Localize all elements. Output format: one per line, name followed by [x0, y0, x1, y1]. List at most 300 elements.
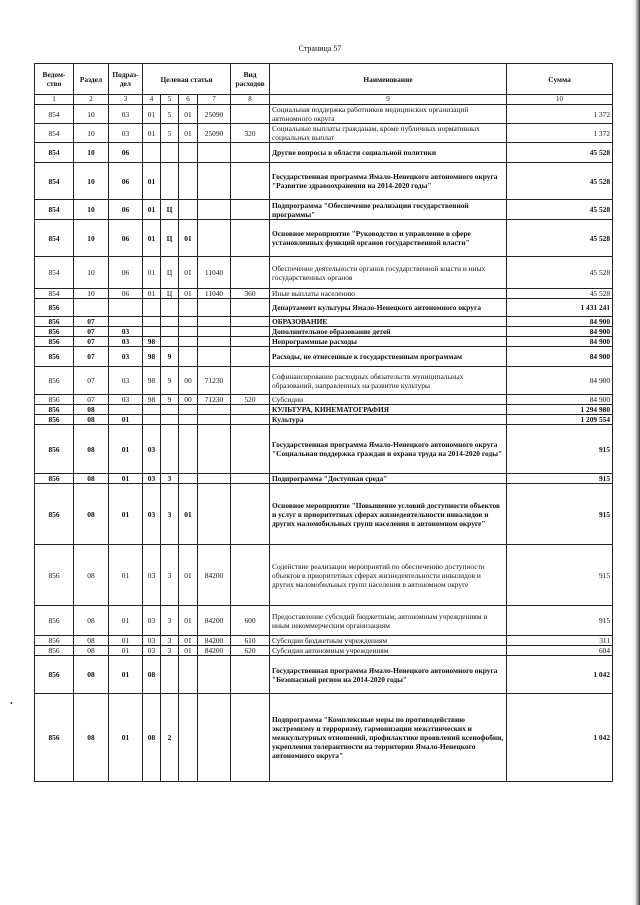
- cs-subprogram-cell: 9: [161, 347, 179, 367]
- vedomstvo-cell: 856: [35, 415, 74, 425]
- col-number: 4: [143, 95, 161, 105]
- cs-direction-cell: 71230: [198, 395, 231, 405]
- table-row: [35, 694, 613, 782]
- podrazdel-cell: [109, 405, 143, 415]
- table-row: [35, 337, 613, 347]
- podrazdel-cell: [109, 317, 143, 327]
- cs-event-cell: [179, 425, 198, 474]
- vid-rashodov-cell: [231, 337, 270, 347]
- naimenovanie-cell: Основное мероприятие "Руководство и управление в сфере установленных функций органов государственной власти": [270, 220, 507, 257]
- cs-subprogram-cell: [161, 425, 179, 474]
- table-row: [35, 105, 613, 124]
- budget-table: [34, 63, 613, 782]
- podrazdel-cell: 01: [109, 694, 143, 782]
- naimenovanie-cell: Государственная программа Ямало-Ненецкого автономного округа "Безопасный регион на 2014-2020 годы": [270, 656, 507, 694]
- naimenovanie-cell: Социальная поддержка работников медицинских организаций автономного округа: [270, 105, 507, 124]
- podrazdel-cell: 01: [109, 606, 143, 636]
- cs-direction-cell: [198, 347, 231, 367]
- header-vid-rashodov: Вид расходов: [231, 64, 270, 95]
- cs-subprogram-cell: [161, 415, 179, 425]
- cs-direction-cell: 71230: [198, 367, 231, 395]
- cs-program-cell: 03: [143, 425, 161, 474]
- naimenovanie-cell: Субсидии бюджетным учреждениям: [270, 636, 507, 646]
- cs-program-cell: [143, 415, 161, 425]
- vid-rashodov-cell: 620: [231, 646, 270, 656]
- podrazdel-cell: 01: [109, 474, 143, 484]
- table-row: [35, 200, 613, 220]
- vid-rashodov-cell: [231, 425, 270, 474]
- razdel-cell: 07: [74, 367, 109, 395]
- cs-event-cell: 01: [179, 105, 198, 124]
- table-row: [35, 143, 613, 163]
- naimenovanie-cell: Содействие реализации мероприятий по обеспечению доступности объектов в приоритетных сферах жизнедеятельности инвалидов и других маломобильных групп населения в автономном округе: [270, 545, 507, 606]
- vid-rashodov-cell: 320: [231, 124, 270, 143]
- column-number-row: [35, 95, 613, 105]
- cs-program-cell: [143, 405, 161, 415]
- cs-event-cell: 01: [179, 257, 198, 289]
- vedomstvo-cell: 854: [35, 200, 74, 220]
- naimenovanie-cell: Расходы, не отнесенные к государственным программам: [270, 347, 507, 367]
- podrazdel-cell: 06: [109, 200, 143, 220]
- cs-program-cell: [143, 327, 161, 337]
- cs-direction-cell: [198, 143, 231, 163]
- razdel-cell: 10: [74, 105, 109, 124]
- summa-cell: 915: [507, 425, 613, 474]
- vid-rashodov-cell: [231, 257, 270, 289]
- cs-direction-cell: 84200: [198, 606, 231, 636]
- vedomstvo-cell: 856: [35, 317, 74, 327]
- vid-rashodov-cell: [231, 656, 270, 694]
- vid-rashodov-cell: [231, 484, 270, 545]
- table-row: [35, 405, 613, 415]
- cs-event-cell: [179, 143, 198, 163]
- vid-rashodov-cell: [231, 143, 270, 163]
- naimenovanie-cell: Государственная программа Ямало-Ненецкого автономного округа "Социальная поддержка граждан и охрана труда на 2014-2020 годы": [270, 425, 507, 474]
- naimenovanie-cell: Подпрограмма "Доступная среда": [270, 474, 507, 484]
- margin-mark: •: [10, 699, 13, 708]
- cs-subprogram-cell: Ц: [161, 289, 179, 299]
- table-row: [35, 124, 613, 143]
- col-number: 6: [179, 95, 198, 105]
- table-row: [35, 636, 613, 646]
- cs-subprogram-cell: [161, 143, 179, 163]
- podrazdel-cell: 03: [109, 367, 143, 395]
- col-number: 3: [109, 95, 143, 105]
- naimenovanie-cell: Социальные выплаты гражданам, кроме публичных нормативных социальных выплат: [270, 124, 507, 143]
- razdel-cell: 08: [74, 646, 109, 656]
- cs-event-cell: [179, 337, 198, 347]
- vedomstvo-cell: 856: [35, 656, 74, 694]
- cs-direction-cell: [198, 405, 231, 415]
- podrazdel-cell: 03: [109, 105, 143, 124]
- razdel-cell: 07: [74, 337, 109, 347]
- razdel-cell: 10: [74, 124, 109, 143]
- cs-event-cell: 00: [179, 395, 198, 405]
- vedomstvo-cell: 856: [35, 636, 74, 646]
- table-row: [35, 425, 613, 474]
- naimenovanie-cell: Обеспечение деятельности органов государственной власти и иных государственных органов: [270, 257, 507, 289]
- cs-event-cell: [179, 415, 198, 425]
- razdel-cell: [74, 299, 109, 317]
- vid-rashodov-cell: [231, 327, 270, 337]
- cs-direction-cell: [198, 337, 231, 347]
- naimenovanie-cell: Культура: [270, 415, 507, 425]
- vedomstvo-cell: 854: [35, 257, 74, 289]
- table-row: [35, 415, 613, 425]
- cs-program-cell: 08: [143, 656, 161, 694]
- cs-program-cell: 01: [143, 257, 161, 289]
- cs-program-cell: 03: [143, 646, 161, 656]
- cs-subprogram-cell: Ц: [161, 200, 179, 220]
- podrazdel-cell: 06: [109, 289, 143, 299]
- cs-program-cell: 01: [143, 220, 161, 257]
- cs-program-cell: 01: [143, 200, 161, 220]
- table-row: [35, 299, 613, 317]
- cs-program-cell: [143, 143, 161, 163]
- vedomstvo-cell: 856: [35, 484, 74, 545]
- razdel-cell: 08: [74, 484, 109, 545]
- table-row: [35, 545, 613, 606]
- vedomstvo-cell: 856: [35, 337, 74, 347]
- vedomstvo-cell: 856: [35, 606, 74, 636]
- col-number: 1: [35, 95, 74, 105]
- naimenovanie-cell: ОБРАЗОВАНИЕ: [270, 317, 507, 327]
- summa-cell: 1 372: [507, 105, 613, 124]
- razdel-cell: 07: [74, 347, 109, 367]
- table-row: [35, 395, 613, 405]
- naimenovanie-cell: Основное мероприятие "Повышение условий доступности объектов и услуг в приоритетных сферах жизнедеятельности инвалидов и других маломобильных групп населения в автономном округе": [270, 484, 507, 545]
- vid-rashodov-cell: [231, 367, 270, 395]
- cs-program-cell: [143, 317, 161, 327]
- table-row: [35, 646, 613, 656]
- vid-rashodov-cell: [231, 220, 270, 257]
- naimenovanie-cell: Подпрограмма "Обеспечение реализации государственной программы": [270, 200, 507, 220]
- podrazdel-cell: 03: [109, 347, 143, 367]
- cs-program-cell: 98: [143, 337, 161, 347]
- cs-direction-cell: 25090: [198, 124, 231, 143]
- cs-event-cell: 01: [179, 220, 198, 257]
- cs-program-cell: 01: [143, 124, 161, 143]
- summa-cell: 1 372: [507, 124, 613, 143]
- cs-program-cell: [143, 299, 161, 317]
- cs-event-cell: [179, 317, 198, 327]
- razdel-cell: 10: [74, 200, 109, 220]
- vedomstvo-cell: 856: [35, 474, 74, 484]
- summa-cell: 1 294 980: [507, 405, 613, 415]
- razdel-cell: 08: [74, 405, 109, 415]
- vedomstvo-cell: 856: [35, 405, 74, 415]
- razdel-cell: 10: [74, 143, 109, 163]
- cs-program-cell: 98: [143, 347, 161, 367]
- razdel-cell: 10: [74, 257, 109, 289]
- col-number: 7: [198, 95, 231, 105]
- cs-direction-cell: [198, 163, 231, 200]
- vid-rashodov-cell: 360: [231, 289, 270, 299]
- cs-direction-cell: 11040: [198, 257, 231, 289]
- cs-program-cell: 08: [143, 694, 161, 782]
- summa-cell: 84 900: [507, 327, 613, 337]
- cs-direction-cell: 84200: [198, 646, 231, 656]
- podrazdel-cell: 03: [109, 327, 143, 337]
- cs-event-cell: 01: [179, 484, 198, 545]
- summa-cell: 45 528: [507, 163, 613, 200]
- cs-direction-cell: [198, 656, 231, 694]
- naimenovanie-cell: КУЛЬТУРА, КИНЕМАТОГРАФИЯ: [270, 405, 507, 415]
- table-row: [35, 289, 613, 299]
- vid-rashodov-cell: [231, 299, 270, 317]
- table-row: [35, 367, 613, 395]
- razdel-cell: 07: [74, 317, 109, 327]
- cs-event-cell: [179, 347, 198, 367]
- razdel-cell: 08: [74, 415, 109, 425]
- cs-subprogram-cell: 9: [161, 367, 179, 395]
- cs-direction-cell: 25090: [198, 105, 231, 124]
- summa-cell: 84 900: [507, 347, 613, 367]
- table-row: [35, 257, 613, 289]
- summa-cell: 915: [507, 474, 613, 484]
- cs-direction-cell: [198, 200, 231, 220]
- naimenovanie-cell: Дополнительное образование детей: [270, 327, 507, 337]
- cs-event-cell: 01: [179, 646, 198, 656]
- table-row: [35, 474, 613, 484]
- cs-event-cell: 00: [179, 367, 198, 395]
- cs-direction-cell: [198, 474, 231, 484]
- podrazdel-cell: 01: [109, 545, 143, 606]
- podrazdel-cell: 06: [109, 143, 143, 163]
- cs-subprogram-cell: 3: [161, 636, 179, 646]
- cs-subprogram-cell: 9: [161, 395, 179, 405]
- cs-subprogram-cell: 2: [161, 694, 179, 782]
- cs-event-cell: [179, 694, 198, 782]
- summa-cell: 311: [507, 636, 613, 646]
- cs-direction-cell: [198, 415, 231, 425]
- razdel-cell: 07: [74, 395, 109, 405]
- razdel-cell: 10: [74, 220, 109, 257]
- table-row: [35, 484, 613, 545]
- cs-direction-cell: [198, 317, 231, 327]
- cs-event-cell: [179, 656, 198, 694]
- summa-cell: 915: [507, 606, 613, 636]
- podrazdel-cell: 06: [109, 163, 143, 200]
- header-razdel: Раздел: [74, 64, 109, 95]
- cs-subprogram-cell: [161, 405, 179, 415]
- razdel-cell: 08: [74, 606, 109, 636]
- cs-event-cell: [179, 405, 198, 415]
- vid-rashodov-cell: [231, 163, 270, 200]
- vid-rashodov-cell: [231, 545, 270, 606]
- naimenovanie-cell: Подпрограмма "Комплексные меры по противодействию экстремизму и терроризму, гармонизации межэтнических и межкультурных отношений, профилактике проявлений ксенофобии, укрепления толерантности на территории Ямало-Ненецкого автономного округа": [270, 694, 507, 782]
- naimenovanie-cell: Предоставление субсидий бюджетным, автономным учреждениям и иным некоммерческим организациям: [270, 606, 507, 636]
- cs-direction-cell: [198, 299, 231, 317]
- vedomstvo-cell: 856: [35, 327, 74, 337]
- vedomstvo-cell: 856: [35, 347, 74, 367]
- col-number: 9: [270, 95, 507, 105]
- vid-rashodov-cell: [231, 347, 270, 367]
- cs-subprogram-cell: [161, 163, 179, 200]
- header-vedomstvo: Ведом- ство: [35, 64, 74, 95]
- cs-program-cell: 01: [143, 289, 161, 299]
- col-number: 5: [161, 95, 179, 105]
- podrazdel-cell: 06: [109, 220, 143, 257]
- vedomstvo-cell: 856: [35, 299, 74, 317]
- cs-program-cell: 03: [143, 474, 161, 484]
- podrazdel-cell: 01: [109, 636, 143, 646]
- summa-cell: 84 900: [507, 337, 613, 347]
- table-row: [35, 163, 613, 200]
- header-row: [35, 64, 613, 95]
- cs-event-cell: [179, 327, 198, 337]
- naimenovanie-cell: Департамент культуры Ямало-Ненецкого автономного округа: [270, 299, 507, 317]
- summa-cell: 1 431 241: [507, 299, 613, 317]
- summa-cell: 1 209 554: [507, 415, 613, 425]
- cs-direction-cell: 84200: [198, 545, 231, 606]
- cs-subprogram-cell: [161, 656, 179, 694]
- cs-direction-cell: [198, 327, 231, 337]
- razdel-cell: 08: [74, 474, 109, 484]
- cs-subprogram-cell: 3: [161, 474, 179, 484]
- cs-direction-cell: [198, 484, 231, 545]
- cs-subprogram-cell: [161, 327, 179, 337]
- podrazdel-cell: 01: [109, 656, 143, 694]
- vedomstvo-cell: 854: [35, 163, 74, 200]
- cs-direction-cell: 84200: [198, 636, 231, 646]
- col-number: 8: [231, 95, 270, 105]
- podrazdel-cell: 03: [109, 395, 143, 405]
- cs-subprogram-cell: Ц: [161, 257, 179, 289]
- vid-rashodov-cell: [231, 694, 270, 782]
- vedomstvo-cell: 854: [35, 124, 74, 143]
- summa-cell: 84 900: [507, 367, 613, 395]
- podrazdel-cell: 03: [109, 337, 143, 347]
- naimenovanie-cell: Непрограммные расходы: [270, 337, 507, 347]
- table-row: [35, 220, 613, 257]
- naimenovanie-cell: Софинансирование расходных обязательств муниципальных образований, направленных на развитие культуры: [270, 367, 507, 395]
- razdel-cell: 10: [74, 163, 109, 200]
- podrazdel-cell: 03: [109, 124, 143, 143]
- cs-program-cell: 01: [143, 105, 161, 124]
- summa-cell: 45 528: [507, 143, 613, 163]
- vid-rashodov-cell: 520: [231, 395, 270, 405]
- razdel-cell: 07: [74, 327, 109, 337]
- razdel-cell: 08: [74, 694, 109, 782]
- razdel-cell: 08: [74, 656, 109, 694]
- cs-direction-cell: 11040: [198, 289, 231, 299]
- table-row: [35, 347, 613, 367]
- naimenovanie-cell: Другие вопросы в области социальной политики: [270, 143, 507, 163]
- header-summa: Сумма: [507, 64, 613, 95]
- podrazdel-cell: 01: [109, 484, 143, 545]
- vedomstvo-cell: 856: [35, 425, 74, 474]
- summa-cell: 45 528: [507, 257, 613, 289]
- naimenovanie-cell: Субсидии: [270, 395, 507, 405]
- vid-rashodov-cell: [231, 105, 270, 124]
- cs-program-cell: 98: [143, 367, 161, 395]
- cs-event-cell: [179, 200, 198, 220]
- cs-subprogram-cell: 3: [161, 646, 179, 656]
- header-podrazdel: Подраз- дел: [109, 64, 143, 95]
- vedomstvo-cell: 856: [35, 395, 74, 405]
- cs-direction-cell: [198, 425, 231, 474]
- vid-rashodov-cell: [231, 405, 270, 415]
- cs-subprogram-cell: 5: [161, 124, 179, 143]
- cs-subprogram-cell: Ц: [161, 220, 179, 257]
- table-row: [35, 656, 613, 694]
- cs-subprogram-cell: [161, 317, 179, 327]
- summa-cell: 45 528: [507, 289, 613, 299]
- razdel-cell: 10: [74, 289, 109, 299]
- cs-event-cell: 01: [179, 545, 198, 606]
- cs-program-cell: 03: [143, 545, 161, 606]
- razdel-cell: 08: [74, 425, 109, 474]
- page-number: Страница 57: [298, 44, 342, 53]
- col-number: 10: [507, 95, 613, 105]
- summa-cell: 915: [507, 545, 613, 606]
- vedomstvo-cell: 854: [35, 220, 74, 257]
- header-naimenovanie: Наименование: [270, 64, 507, 95]
- cs-event-cell: [179, 299, 198, 317]
- cs-event-cell: [179, 474, 198, 484]
- summa-cell: 45 528: [507, 220, 613, 257]
- cs-event-cell: 01: [179, 124, 198, 143]
- cs-subprogram-cell: 5: [161, 105, 179, 124]
- cs-subprogram-cell: [161, 299, 179, 317]
- table-row: [35, 317, 613, 327]
- summa-cell: 45 528: [507, 200, 613, 220]
- naimenovanie-cell: Иные выплаты населению: [270, 289, 507, 299]
- cs-program-cell: 03: [143, 606, 161, 636]
- vid-rashodov-cell: [231, 415, 270, 425]
- podrazdel-cell: 01: [109, 415, 143, 425]
- cs-subprogram-cell: [161, 337, 179, 347]
- vedomstvo-cell: 854: [35, 105, 74, 124]
- razdel-cell: 08: [74, 545, 109, 606]
- vid-rashodov-cell: [231, 200, 270, 220]
- vedomstvo-cell: 856: [35, 367, 74, 395]
- table-row: [35, 327, 613, 337]
- vedomstvo-cell: 854: [35, 143, 74, 163]
- cs-direction-cell: [198, 694, 231, 782]
- cs-direction-cell: [198, 220, 231, 257]
- vid-rashodov-cell: [231, 317, 270, 327]
- cs-subprogram-cell: 3: [161, 606, 179, 636]
- vedomstvo-cell: 854: [35, 289, 74, 299]
- summa-cell: 84 900: [507, 395, 613, 405]
- podrazdel-cell: 06: [109, 257, 143, 289]
- cs-program-cell: 03: [143, 636, 161, 646]
- cs-program-cell: 98: [143, 395, 161, 405]
- podrazdel-cell: 01: [109, 425, 143, 474]
- table-row: [35, 606, 613, 636]
- summa-cell: 84 900: [507, 317, 613, 327]
- vedomstvo-cell: 856: [35, 694, 74, 782]
- vedomstvo-cell: 856: [35, 545, 74, 606]
- naimenovanie-cell: Государственная программа Ямало-Ненецкого автономного округа "Развитие здравоохранения на 2014-2020 годы": [270, 163, 507, 200]
- razdel-cell: 08: [74, 636, 109, 646]
- vid-rashodov-cell: [231, 474, 270, 484]
- podrazdel-cell: [109, 299, 143, 317]
- vid-rashodov-cell: 610: [231, 636, 270, 646]
- summa-cell: 1 042: [507, 694, 613, 782]
- cs-program-cell: 03: [143, 484, 161, 545]
- col-number: 2: [74, 95, 109, 105]
- cs-event-cell: [179, 163, 198, 200]
- cs-event-cell: 01: [179, 606, 198, 636]
- naimenovanie-cell: Субсидии автономным учреждениям: [270, 646, 507, 656]
- cs-subprogram-cell: 3: [161, 484, 179, 545]
- summa-cell: 915: [507, 484, 613, 545]
- summa-cell: 1 042: [507, 656, 613, 694]
- page-edge-shadow: [632, 0, 640, 905]
